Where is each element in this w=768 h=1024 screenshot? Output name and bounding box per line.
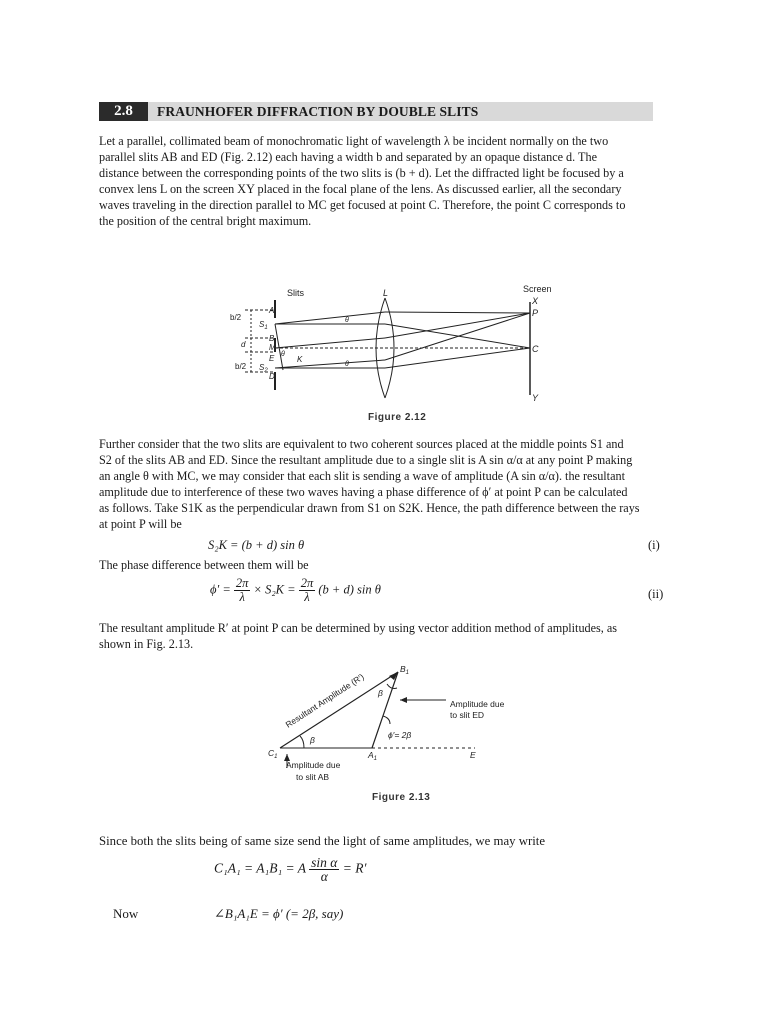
- equation-number: (ii): [648, 587, 664, 601]
- text-line: Let a parallel, collimated beam of monochromatic light of wavelength λ be incident normally on the two: [99, 134, 609, 148]
- label-amplitude-ed-2: to slit ED: [450, 710, 485, 720]
- text-line: Further consider that the two slits are equivalent to two coherent sources placed at the middle points S1 and: [99, 437, 624, 451]
- label-m: M: [269, 343, 276, 352]
- label-x: X: [532, 296, 539, 306]
- label-d: D: [269, 372, 275, 381]
- same-amplitude-text: Since both the slits being of same size send the light of same amplitudes, we may write: [99, 834, 546, 848]
- label-s2: $S_2$: [259, 363, 268, 374]
- text-line: amplitude due to interference of these two waves having a phase difference of ϕ′ at point P can be calculated: [99, 485, 628, 499]
- text-line: The resultant amplitude R′ at point P can be determined by using vector addition method of amplitudes, as: [99, 621, 618, 635]
- equation-angle: ∠B₁A₁E = ϕ′ (= 2β, say): [214, 906, 344, 921]
- label-b1: $B_1$: [400, 664, 410, 676]
- now-label: Now: [113, 906, 139, 921]
- label-phi: ϕ′= 2β: [388, 730, 412, 740]
- label-e: E: [269, 354, 275, 363]
- text-line: distance between the corresponding points of the two slits is (b + d). Let the diffracted light be focused by a: [99, 166, 624, 180]
- label-amplitude-ed-1: Amplitude due: [450, 699, 505, 709]
- text-line: at point P will be: [99, 517, 182, 531]
- text-line: parallel slits AB and ED (Fig. 2.12) each having a width b and separated by an opaque distance d. The: [99, 150, 597, 164]
- label-b-half-top: b/2: [230, 313, 242, 322]
- label-e: E: [470, 750, 476, 760]
- text-line: S2 of the slits AB and ED. Since the resultant amplitude due to a single slit is A sin α/α at any point P making: [99, 453, 633, 467]
- text-line: as follows. Take S1K as the perpendicular drawn from S1 on S2K. Hence, the path difference between the rays: [99, 501, 640, 515]
- label-c1: $C_1$: [268, 748, 278, 760]
- label-resultant-amplitude: Resultant Amplitude (R′): [283, 671, 366, 730]
- equation-path-difference: S₂K = (b + d) sin θ: [208, 538, 305, 552]
- section-heading: [99, 102, 653, 121]
- label-k: K: [297, 355, 303, 364]
- text-line: the position of the central bright maximum.: [99, 214, 312, 228]
- equation-amplitudes: C₁A₁ = A₁B₁ = A $\frac{\text{sin α}}{\alpha}$ = R′: [214, 855, 367, 884]
- label-y: Y: [532, 393, 539, 403]
- label-theta: θ: [281, 351, 285, 358]
- text-line: convex lens L on the screen XY placed in the focal plane of the lens. As discussed earlier, all the secondary: [99, 182, 622, 196]
- figure-caption: Figure 2.12: [368, 412, 427, 423]
- label-screen: Screen: [523, 284, 552, 294]
- section-number: 2.8: [99, 102, 148, 121]
- label-c: C: [532, 344, 539, 354]
- figure-2-13-diagram: [260, 660, 520, 785]
- vector-method-paragraph: [99, 620, 655, 652]
- label-s1: $S_1$: [259, 320, 268, 331]
- label-beta-bottom: β: [310, 735, 315, 745]
- label-a: A: [269, 306, 275, 315]
- text-line: an angle θ with MC, we may consider that each slit is sending a wave of amplitude (A sin α/α). the resultant: [99, 469, 625, 483]
- label-p: P: [532, 308, 539, 318]
- label-lens: L: [383, 288, 389, 298]
- label-b-half-bottom: b/2: [235, 362, 247, 371]
- label-b: B: [269, 334, 275, 343]
- section-title: FRAUNHOFER DIFFRACTION BY DOUBLE SLITS: [157, 104, 479, 119]
- label-a1: $A_1$: [368, 750, 378, 762]
- equation-phase-difference: ϕ′ = $\frac{2\pi}{\lambda}$ × S₂K = $\frac{2\pi}{\lambda}$ (b + d) sin θ: [210, 576, 381, 604]
- intro-paragraph: [99, 133, 655, 229]
- equation-number: (i): [648, 538, 660, 552]
- phase-intro-text: The phase difference between them will be: [99, 558, 309, 572]
- label-d-separation: d: [241, 340, 246, 349]
- figure-caption: Figure 2.13: [372, 792, 431, 803]
- label-theta-2: θ: [345, 317, 349, 324]
- label-amplitude-ab-2: to slit AB: [296, 772, 330, 782]
- text-line: waves traveling in the direction parallel to MC get focused at point C. Therefore, the point C corresponds to: [99, 198, 626, 212]
- explanation-paragraph: [99, 436, 655, 532]
- text-line: shown in Fig. 2.13.: [99, 637, 194, 651]
- label-theta-3: θ: [345, 361, 349, 368]
- figure-2-12-diagram: [225, 280, 565, 405]
- label-beta-top: β: [378, 688, 383, 698]
- label-slits: Slits: [287, 288, 305, 298]
- label-amplitude-ab-1: Amplitude due: [286, 760, 341, 770]
